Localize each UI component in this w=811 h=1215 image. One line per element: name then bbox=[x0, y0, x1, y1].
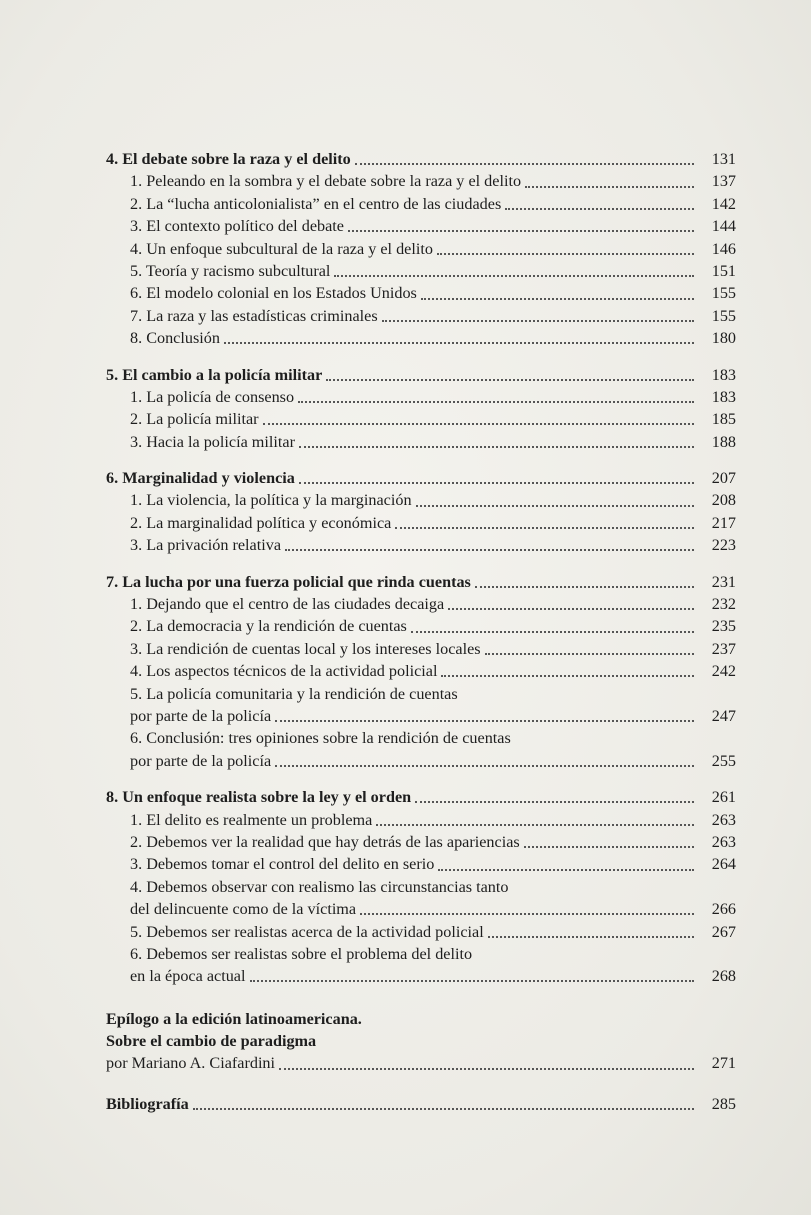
dot-leader bbox=[275, 765, 694, 767]
toc-entry-continuation[interactable] bbox=[106, 898, 736, 920]
toc-entry-first-line[interactable] bbox=[106, 727, 736, 749]
toc-entry[interactable] bbox=[106, 193, 736, 215]
entry-title: 3. La rendición de cuentas local y los intereses locales bbox=[130, 639, 481, 658]
bibliography-title: Bibliografía bbox=[106, 1094, 189, 1113]
dot-leader bbox=[395, 527, 694, 529]
toc-entry[interactable] bbox=[106, 809, 736, 831]
page-number: 266 bbox=[711, 900, 736, 919]
toc-entry-first-line[interactable] bbox=[106, 943, 736, 965]
toc-entry[interactable] bbox=[106, 489, 736, 511]
chapter-4-group bbox=[106, 148, 736, 350]
dot-leader bbox=[299, 482, 694, 484]
toc-entry[interactable] bbox=[106, 260, 736, 282]
toc-entry[interactable] bbox=[106, 534, 736, 556]
chapter-title: 8. Un enfoque realista sobre la ley y el orden bbox=[106, 788, 412, 807]
toc-entry[interactable] bbox=[106, 921, 736, 943]
dot-leader bbox=[525, 186, 694, 188]
dot-leader bbox=[485, 653, 694, 655]
entry-title: 2. La policía militar bbox=[130, 410, 259, 429]
epilogue-group bbox=[106, 1008, 736, 1075]
entry-title: 2. Debemos ver la realidad que hay detrás de las apariencias bbox=[130, 832, 520, 851]
page-number: 155 bbox=[711, 284, 736, 303]
epilogue-title-line-2[interactable] bbox=[106, 1030, 736, 1052]
epilogue-subtitle: Sobre el cambio de paradigma bbox=[106, 1032, 317, 1051]
epilogue-author: por Mariano A. Ciafardini bbox=[106, 1054, 276, 1073]
entry-title-continuation: del delincuente como de la víctima bbox=[130, 900, 357, 919]
toc-entry-first-line[interactable] bbox=[106, 683, 736, 705]
dot-leader bbox=[299, 446, 694, 448]
chapter-7-entry[interactable] bbox=[106, 571, 736, 593]
page-number: 137 bbox=[711, 172, 736, 191]
toc-entry[interactable] bbox=[106, 282, 736, 304]
entry-title: 6. Debemos ser realistas sobre el problema del delito bbox=[130, 944, 473, 963]
page-number: 247 bbox=[711, 706, 736, 725]
entry-title: 7. La raza y las estadísticas criminales bbox=[130, 306, 378, 325]
page-number: 261 bbox=[711, 788, 736, 807]
entry-title: 3. Hacia la policía militar bbox=[130, 432, 295, 451]
page-number: 263 bbox=[711, 832, 736, 851]
chapter-title: 6. Marginalidad y violencia bbox=[106, 469, 295, 488]
chapter-8-entry[interactable] bbox=[106, 786, 736, 808]
page-number: 231 bbox=[711, 572, 736, 591]
dot-leader bbox=[193, 1108, 694, 1110]
toc-entry-continuation[interactable] bbox=[106, 965, 736, 987]
page-number: 217 bbox=[711, 513, 736, 532]
chapter-title: 5. El cambio a la policía militar bbox=[106, 365, 323, 384]
dot-leader bbox=[524, 846, 694, 848]
entry-title: 3. Debemos tomar el control del delito en serio bbox=[130, 855, 435, 874]
dot-leader bbox=[416, 505, 694, 507]
toc-entry-continuation[interactable] bbox=[106, 705, 736, 727]
page-number: 268 bbox=[711, 967, 736, 986]
page-number: 207 bbox=[711, 469, 736, 488]
page-number: 242 bbox=[711, 662, 736, 681]
chapter-5-entry[interactable] bbox=[106, 364, 736, 386]
chapter-7-group bbox=[106, 571, 736, 773]
page-number: 188 bbox=[711, 432, 736, 451]
page-number: 208 bbox=[711, 491, 736, 510]
dot-leader bbox=[437, 253, 694, 255]
page-number: 146 bbox=[711, 239, 736, 258]
dot-leader bbox=[376, 824, 694, 826]
dot-leader bbox=[275, 720, 694, 722]
dot-leader bbox=[382, 320, 694, 322]
dot-leader bbox=[438, 869, 694, 871]
dot-leader bbox=[441, 675, 694, 677]
entry-title-continuation: por parte de la policía bbox=[130, 751, 272, 770]
toc-entry[interactable] bbox=[106, 431, 736, 453]
dot-leader bbox=[475, 586, 694, 588]
entry-title: 4. Los aspectos técnicos de la actividad policial bbox=[130, 662, 438, 681]
chapter-8-group bbox=[106, 786, 736, 988]
page-number: 183 bbox=[711, 387, 736, 406]
toc-entry[interactable] bbox=[106, 660, 736, 682]
dot-leader bbox=[488, 936, 694, 938]
entry-title: 1. El delito es realmente un problema bbox=[130, 810, 373, 829]
page-number: 235 bbox=[711, 617, 736, 636]
toc-entry-continuation[interactable] bbox=[106, 750, 736, 772]
entry-title: 5. La policía comunitaria y la rendición de cuentas bbox=[130, 684, 458, 703]
entry-title: 2. La “lucha anticolonialista” en el centro de las ciudades bbox=[130, 194, 502, 213]
page-number: 144 bbox=[711, 217, 736, 236]
page-number: 263 bbox=[711, 810, 736, 829]
toc-entry[interactable] bbox=[106, 593, 736, 615]
chapter-6-entry[interactable] bbox=[106, 467, 736, 489]
dot-leader bbox=[279, 1068, 694, 1070]
dot-leader bbox=[224, 342, 694, 344]
page-number: 285 bbox=[711, 1094, 736, 1113]
dot-leader bbox=[263, 423, 694, 425]
entry-title: 3. La privación relativa bbox=[130, 536, 282, 555]
page-number: 264 bbox=[711, 855, 736, 874]
page-number: 185 bbox=[711, 410, 736, 429]
entry-title: 6. El modelo colonial en los Estados Unidos bbox=[130, 284, 417, 303]
page-number: 131 bbox=[711, 150, 736, 168]
dot-leader bbox=[421, 298, 694, 300]
chapter-6-group bbox=[106, 467, 736, 557]
toc-entry[interactable] bbox=[106, 408, 736, 430]
dot-leader bbox=[360, 913, 694, 915]
dot-leader bbox=[415, 801, 694, 803]
chapter-title: 7. La lucha por una fuerza policial que rinda cuentas bbox=[106, 572, 471, 591]
entry-title: 2. La democracia y la rendición de cuentas bbox=[130, 617, 407, 636]
dot-leader bbox=[334, 275, 694, 277]
entry-title: 3. El contexto político del debate bbox=[130, 217, 344, 236]
page-number: 142 bbox=[711, 194, 736, 213]
page-number: 232 bbox=[711, 595, 736, 614]
toc-entry[interactable] bbox=[106, 638, 736, 660]
page-number: 155 bbox=[711, 306, 736, 325]
page-number: 267 bbox=[711, 922, 736, 941]
bibliography-group bbox=[106, 1093, 736, 1115]
entry-title: 1. La violencia, la política y la marginación bbox=[130, 491, 412, 510]
toc-entry[interactable] bbox=[106, 170, 736, 192]
page-number: 151 bbox=[711, 261, 736, 280]
page-number: 223 bbox=[711, 536, 736, 555]
chapter-5-group bbox=[106, 364, 736, 454]
dot-leader bbox=[326, 379, 694, 381]
entry-title: 4. Debemos observar con realismo las circunstancias tanto bbox=[130, 877, 509, 896]
bibliography-entry[interactable] bbox=[106, 1093, 736, 1115]
page-number: 271 bbox=[711, 1054, 736, 1073]
entry-title: 4. Un enfoque subcultural de la raza y el delito bbox=[130, 239, 433, 258]
page-number: 237 bbox=[711, 639, 736, 658]
dot-leader bbox=[411, 631, 694, 633]
table-of-contents bbox=[106, 148, 736, 1129]
toc-entry[interactable] bbox=[106, 853, 736, 875]
dot-leader bbox=[250, 980, 695, 982]
dot-leader bbox=[505, 208, 694, 210]
dot-leader bbox=[285, 549, 694, 551]
toc-entry[interactable] bbox=[106, 238, 736, 260]
entry-title: 1. Dejando que el centro de las ciudades decaiga bbox=[130, 595, 445, 614]
toc-entry[interactable] bbox=[106, 305, 736, 327]
dot-leader bbox=[348, 230, 694, 232]
dot-leader bbox=[448, 608, 694, 610]
toc-entry[interactable] bbox=[106, 215, 736, 237]
entry-title: 1. Peleando en la sombra y el debate sobre la raza y el delito bbox=[130, 172, 522, 191]
toc-entry[interactable] bbox=[106, 615, 736, 637]
page-number: 183 bbox=[711, 365, 736, 384]
toc-entry[interactable] bbox=[106, 512, 736, 534]
epilogue-author-line[interactable] bbox=[106, 1052, 736, 1074]
entry-title: 1. La policía de consenso bbox=[130, 387, 295, 406]
toc-entry-first-line[interactable] bbox=[106, 876, 736, 898]
page-number: 180 bbox=[711, 329, 736, 348]
entry-title: 5. Teoría y racismo subcultural bbox=[130, 261, 331, 280]
chapter-title: 4. El debate sobre la raza y el delito bbox=[106, 150, 351, 168]
entry-title-continuation: en la época actual bbox=[130, 967, 246, 986]
toc-entry[interactable] bbox=[106, 386, 736, 408]
entry-title: 8. Conclusión bbox=[130, 329, 220, 348]
entry-title-continuation: por parte de la policía bbox=[130, 706, 272, 725]
toc-entry[interactable] bbox=[106, 327, 736, 349]
dot-leader bbox=[355, 163, 694, 165]
entry-title: 5. Debemos ser realistas acerca de la actividad policial bbox=[130, 922, 484, 941]
dot-leader bbox=[298, 401, 694, 403]
toc-entry[interactable] bbox=[106, 831, 736, 853]
chapter-4-entry[interactable] bbox=[106, 148, 736, 170]
page-number: 255 bbox=[711, 751, 736, 770]
entry-title: 2. La marginalidad política y económica bbox=[130, 513, 392, 532]
entry-title: 6. Conclusión: tres opiniones sobre la rendición de cuentas bbox=[130, 729, 511, 748]
epilogue-title-line-1[interactable] bbox=[106, 1008, 736, 1030]
epilogue-title: Epílogo a la edición latinoamericana. bbox=[106, 1009, 362, 1028]
